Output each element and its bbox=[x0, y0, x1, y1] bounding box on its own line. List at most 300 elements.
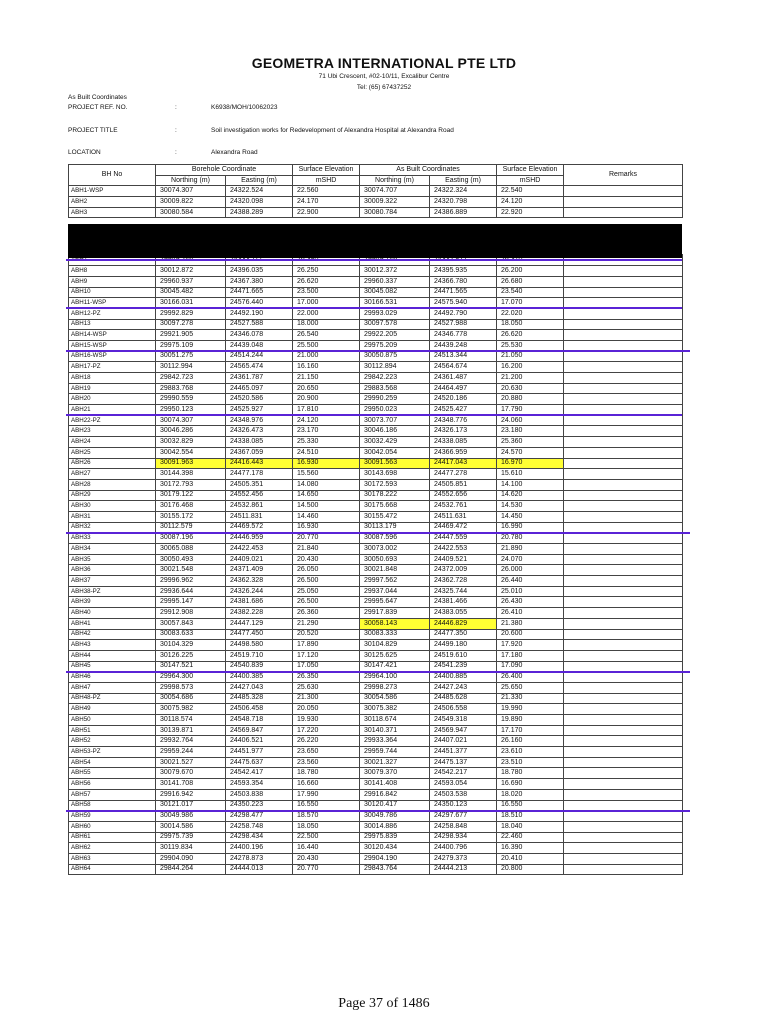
value-cell: 30075.382 bbox=[360, 704, 430, 715]
remarks-cell bbox=[564, 351, 683, 362]
bh-no-cell: ABH62 bbox=[69, 843, 156, 854]
remarks-cell bbox=[564, 266, 683, 277]
bh-no-cell: ABH15-WSP bbox=[69, 340, 156, 351]
value-cell: 24511.631 bbox=[430, 511, 497, 522]
remarks-cell bbox=[564, 618, 683, 629]
value-cell: 24503.838 bbox=[226, 789, 293, 800]
bh-no-cell: ABH11-WSP bbox=[69, 298, 156, 309]
value-cell: 17.790 bbox=[497, 405, 564, 416]
value-cell: 17.220 bbox=[293, 725, 360, 736]
value-cell: 29933.364 bbox=[360, 736, 430, 747]
value-cell: 30140.371 bbox=[360, 725, 430, 736]
value-cell: 26.440 bbox=[497, 576, 564, 587]
bh-no-cell: ABH55 bbox=[69, 768, 156, 779]
value-cell: 30166.531 bbox=[360, 298, 430, 309]
value-cell: 24469.472 bbox=[430, 522, 497, 533]
value-cell: 24465.097 bbox=[226, 383, 293, 394]
remarks-cell bbox=[564, 437, 683, 448]
value-cell: 25.330 bbox=[293, 437, 360, 448]
value-cell: 24298.934 bbox=[430, 832, 497, 843]
value-cell: 30175.668 bbox=[360, 501, 430, 512]
table-row bbox=[69, 789, 683, 800]
value-cell: 22.000 bbox=[293, 308, 360, 319]
value-cell: 24381.466 bbox=[430, 597, 497, 608]
bh-no-cell: ABH47 bbox=[69, 682, 156, 693]
table-row bbox=[69, 565, 683, 576]
value-cell: 20.520 bbox=[293, 629, 360, 640]
value-cell: 20.600 bbox=[497, 629, 564, 640]
value-cell: 29844.264 bbox=[156, 864, 226, 875]
value-cell: 26.220 bbox=[293, 736, 360, 747]
value-cell: 24506.458 bbox=[226, 704, 293, 715]
value-cell: 16.550 bbox=[293, 800, 360, 811]
value-cell: 18.040 bbox=[497, 821, 564, 832]
value-cell: 26.680 bbox=[497, 276, 564, 287]
value-cell: 24361.787 bbox=[226, 373, 293, 384]
value-cell: 16.930 bbox=[293, 458, 360, 469]
value-cell: 29936.644 bbox=[156, 586, 226, 597]
value-cell: 16.440 bbox=[293, 843, 360, 854]
value-cell: 30139.871 bbox=[156, 725, 226, 736]
value-cell: 26.410 bbox=[497, 608, 564, 619]
bh-no-cell: ABH1-WSP bbox=[69, 186, 156, 197]
bh-no-cell: ABH42 bbox=[69, 629, 156, 640]
value-cell: 20.410 bbox=[497, 853, 564, 864]
value-cell: 20.430 bbox=[293, 554, 360, 565]
table-row bbox=[69, 501, 683, 512]
value-cell: 24475.137 bbox=[430, 757, 497, 768]
bh-no-cell: ABH31 bbox=[69, 511, 156, 522]
value-cell: 24346.778 bbox=[430, 330, 497, 341]
value-cell: 29917.839 bbox=[360, 608, 430, 619]
table-row bbox=[69, 469, 683, 480]
remarks-cell bbox=[564, 747, 683, 758]
header-mshd: mSHD bbox=[293, 175, 360, 186]
bh-no-cell: ABH33 bbox=[69, 533, 156, 544]
value-cell: 26.540 bbox=[293, 330, 360, 341]
bh-no-cell: ABH46 bbox=[69, 672, 156, 683]
value-cell: 30091.563 bbox=[360, 458, 430, 469]
value-cell: 24346.078 bbox=[226, 330, 293, 341]
remarks-cell bbox=[564, 458, 683, 469]
bh-no-cell: ABH48-PZ bbox=[69, 693, 156, 704]
value-cell: 30045.482 bbox=[156, 287, 226, 298]
value-cell: 29996.962 bbox=[156, 576, 226, 587]
remarks-cell bbox=[564, 736, 683, 747]
remarks-cell bbox=[564, 864, 683, 875]
header-mshd-as-built: mSHD bbox=[497, 175, 564, 186]
value-cell: 30050.693 bbox=[360, 554, 430, 565]
value-cell: 30074.707 bbox=[360, 186, 430, 197]
value-cell: 29916.842 bbox=[360, 789, 430, 800]
value-cell: 29990.259 bbox=[360, 394, 430, 405]
value-cell: 19.930 bbox=[293, 715, 360, 726]
value-cell: 24532.861 bbox=[226, 501, 293, 512]
value-cell: 29921.905 bbox=[156, 330, 226, 341]
table-row bbox=[69, 736, 683, 747]
value-cell: 20.650 bbox=[293, 383, 360, 394]
value-cell: 20.770 bbox=[293, 533, 360, 544]
value-cell: 25.630 bbox=[293, 682, 360, 693]
remarks-cell bbox=[564, 586, 683, 597]
remarks-cell bbox=[564, 490, 683, 501]
value-cell: 16.660 bbox=[293, 779, 360, 790]
location-value: Alexandra Road bbox=[211, 149, 258, 156]
value-cell: 21.330 bbox=[497, 693, 564, 704]
remarks-cell bbox=[564, 533, 683, 544]
value-cell: 23.610 bbox=[497, 747, 564, 758]
value-cell: 24506.558 bbox=[430, 704, 497, 715]
value-cell: 30032.829 bbox=[156, 437, 226, 448]
value-cell: 24371.409 bbox=[226, 565, 293, 576]
value-cell: 15.610 bbox=[497, 469, 564, 480]
value-cell: 18.570 bbox=[293, 811, 360, 822]
value-cell: 24372.009 bbox=[430, 565, 497, 576]
value-cell: 24395.935 bbox=[430, 266, 497, 277]
remarks-cell bbox=[564, 608, 683, 619]
value-cell: 24427.243 bbox=[430, 682, 497, 693]
pen-underline bbox=[66, 307, 682, 309]
value-cell: 30119.834 bbox=[156, 843, 226, 854]
value-cell: 24367.380 bbox=[226, 276, 293, 287]
value-cell: 30113.179 bbox=[360, 522, 430, 533]
value-cell: 30080.784 bbox=[360, 207, 430, 218]
pen-underline bbox=[66, 259, 682, 261]
table-row bbox=[69, 618, 683, 629]
value-cell: 24278.873 bbox=[226, 853, 293, 864]
value-cell: 29960.937 bbox=[156, 276, 226, 287]
value-cell: 29960.337 bbox=[360, 276, 430, 287]
value-cell: 24409.521 bbox=[430, 554, 497, 565]
value-cell: 24527.588 bbox=[226, 319, 293, 330]
value-cell: 30144.398 bbox=[156, 469, 226, 480]
value-cell: 24439.248 bbox=[430, 340, 497, 351]
bh-no-cell: ABH58 bbox=[69, 800, 156, 811]
remarks-cell bbox=[564, 554, 683, 565]
remarks-cell bbox=[564, 287, 683, 298]
value-cell: 24576.440 bbox=[226, 298, 293, 309]
remarks-cell bbox=[564, 821, 683, 832]
value-cell: 17.810 bbox=[293, 405, 360, 416]
value-cell: 30172.593 bbox=[360, 479, 430, 490]
value-cell: 29959.244 bbox=[156, 747, 226, 758]
value-cell: 24320.098 bbox=[226, 197, 293, 208]
value-cell: 24422.553 bbox=[430, 544, 497, 555]
redaction-bar bbox=[68, 224, 682, 258]
value-cell: 24520.586 bbox=[226, 394, 293, 405]
value-cell: 30042.054 bbox=[360, 447, 430, 458]
value-cell: 21.890 bbox=[497, 544, 564, 555]
bh-no-cell: ABH59 bbox=[69, 811, 156, 822]
value-cell: 24348.976 bbox=[226, 415, 293, 426]
header-northing-as-built: Northing (m) bbox=[360, 175, 430, 186]
value-cell: 24388.289 bbox=[226, 207, 293, 218]
remarks-cell bbox=[564, 768, 683, 779]
value-cell: 24548.718 bbox=[226, 715, 293, 726]
table-row bbox=[69, 853, 683, 864]
table-row bbox=[69, 821, 683, 832]
value-cell: 29998.273 bbox=[360, 682, 430, 693]
remarks-cell bbox=[564, 565, 683, 576]
value-cell: 17.120 bbox=[293, 650, 360, 661]
value-cell: 21.380 bbox=[497, 618, 564, 629]
value-cell: 24383.055 bbox=[430, 608, 497, 619]
value-cell: 24492.190 bbox=[226, 308, 293, 319]
bh-no-cell: ABH23 bbox=[69, 426, 156, 437]
value-cell: 30141.408 bbox=[360, 779, 430, 790]
value-cell: 29959.744 bbox=[360, 747, 430, 758]
value-cell: 30104.829 bbox=[360, 640, 430, 651]
value-cell: 24427.043 bbox=[226, 682, 293, 693]
bh-no-cell: ABH19 bbox=[69, 383, 156, 394]
value-cell: 24511.831 bbox=[226, 511, 293, 522]
value-cell: 30118.674 bbox=[360, 715, 430, 726]
bh-no-cell: ABH36 bbox=[69, 565, 156, 576]
value-cell: 30143.698 bbox=[360, 469, 430, 480]
table-row bbox=[69, 207, 683, 218]
bh-no-cell: ABH13 bbox=[69, 319, 156, 330]
value-cell: 24477.278 bbox=[430, 469, 497, 480]
header-bh-no: BH No bbox=[69, 165, 156, 186]
bh-no-cell: ABH25 bbox=[69, 447, 156, 458]
value-cell: 25.050 bbox=[293, 586, 360, 597]
bh-no-cell: ABH27 bbox=[69, 469, 156, 480]
value-cell: 17.090 bbox=[497, 661, 564, 672]
value-cell: 30141.708 bbox=[156, 779, 226, 790]
value-cell: 24366.959 bbox=[430, 447, 497, 458]
value-cell: 24400.885 bbox=[430, 672, 497, 683]
table-row bbox=[69, 308, 683, 319]
value-cell: 24382.228 bbox=[226, 608, 293, 619]
value-cell: 30046.186 bbox=[360, 426, 430, 437]
value-cell: 24338.085 bbox=[226, 437, 293, 448]
remarks-cell bbox=[564, 330, 683, 341]
value-cell: 24.170 bbox=[293, 197, 360, 208]
value-cell: 29842.723 bbox=[156, 373, 226, 384]
value-cell: 30021.848 bbox=[360, 565, 430, 576]
value-cell: 25.530 bbox=[497, 340, 564, 351]
bh-no-cell: ABH14-WSP bbox=[69, 330, 156, 341]
table-row bbox=[69, 832, 683, 843]
value-cell: 14.500 bbox=[293, 501, 360, 512]
value-cell: 24446.959 bbox=[226, 533, 293, 544]
bh-no-cell: ABH35 bbox=[69, 554, 156, 565]
value-cell: 30009.322 bbox=[360, 197, 430, 208]
pen-underline bbox=[66, 671, 690, 673]
page-number: Page 37 of 1486 bbox=[338, 996, 430, 1011]
value-cell: 24519.610 bbox=[430, 650, 497, 661]
remarks-cell bbox=[564, 426, 683, 437]
table-row bbox=[69, 843, 683, 854]
value-cell: 30032.429 bbox=[360, 437, 430, 448]
value-cell: 24451.377 bbox=[430, 747, 497, 758]
value-cell: 24297.677 bbox=[430, 811, 497, 822]
value-cell: 26.360 bbox=[293, 608, 360, 619]
value-cell: 30074.307 bbox=[156, 415, 226, 426]
table-row bbox=[69, 437, 683, 448]
remarks-cell bbox=[564, 640, 683, 651]
bh-no-cell: ABH26 bbox=[69, 458, 156, 469]
pen-underline bbox=[66, 810, 690, 812]
remarks-cell bbox=[564, 682, 683, 693]
value-cell: 30050.875 bbox=[360, 351, 430, 362]
table-row bbox=[69, 533, 683, 544]
bh-no-cell: ABH45 bbox=[69, 661, 156, 672]
value-cell: 24348.776 bbox=[430, 415, 497, 426]
value-cell: 30083.633 bbox=[156, 629, 226, 640]
value-cell: 30091.963 bbox=[156, 458, 226, 469]
value-cell: 30121.017 bbox=[156, 800, 226, 811]
value-cell: 24338.085 bbox=[430, 437, 497, 448]
value-cell: 26.430 bbox=[497, 597, 564, 608]
value-cell: 26.620 bbox=[497, 330, 564, 341]
value-cell: 14.460 bbox=[293, 511, 360, 522]
value-cell: 24400.796 bbox=[430, 843, 497, 854]
pen-underline bbox=[66, 532, 690, 534]
remarks-cell bbox=[564, 853, 683, 864]
value-cell: 22.540 bbox=[497, 186, 564, 197]
value-cell: 23.650 bbox=[293, 747, 360, 758]
value-cell: 24407.021 bbox=[430, 736, 497, 747]
value-cell: 30009.822 bbox=[156, 197, 226, 208]
value-cell: 30054.586 bbox=[360, 693, 430, 704]
table-row bbox=[69, 640, 683, 651]
project-ref-colon: : bbox=[175, 104, 177, 111]
value-cell: 26.620 bbox=[293, 276, 360, 287]
value-cell: 20.050 bbox=[293, 704, 360, 715]
bh-no-cell: ABH43 bbox=[69, 640, 156, 651]
bh-no-cell: ABH32 bbox=[69, 522, 156, 533]
value-cell: 24527.988 bbox=[430, 319, 497, 330]
value-cell: 20.880 bbox=[497, 394, 564, 405]
value-cell: 26.500 bbox=[293, 597, 360, 608]
remarks-cell bbox=[564, 725, 683, 736]
remarks-cell bbox=[564, 715, 683, 726]
value-cell: 24396.035 bbox=[226, 266, 293, 277]
value-cell: 23.500 bbox=[293, 287, 360, 298]
bh-no-cell: ABH63 bbox=[69, 853, 156, 864]
value-cell: 14.080 bbox=[293, 479, 360, 490]
value-cell: 24569.947 bbox=[430, 725, 497, 736]
bh-no-cell: ABH28 bbox=[69, 479, 156, 490]
value-cell: 29997.562 bbox=[360, 576, 430, 587]
value-cell: 18.050 bbox=[293, 821, 360, 832]
bh-no-cell: ABH8 bbox=[69, 266, 156, 277]
value-cell: 30120.417 bbox=[360, 800, 430, 811]
value-cell: 24575.940 bbox=[430, 298, 497, 309]
value-cell: 24513.344 bbox=[430, 351, 497, 362]
table-row bbox=[69, 811, 683, 822]
bh-no-cell: ABH64 bbox=[69, 864, 156, 875]
value-cell: 24400.196 bbox=[226, 843, 293, 854]
value-cell: 29883.768 bbox=[156, 383, 226, 394]
value-cell: 24514.244 bbox=[226, 351, 293, 362]
value-cell: 30083.333 bbox=[360, 629, 430, 640]
value-cell: 29964.300 bbox=[156, 672, 226, 683]
value-cell: 17.070 bbox=[497, 298, 564, 309]
value-cell: 22.900 bbox=[293, 207, 360, 218]
value-cell: 30014.886 bbox=[360, 821, 430, 832]
value-cell: 29922.205 bbox=[360, 330, 430, 341]
remarks-cell bbox=[564, 843, 683, 854]
value-cell: 24386.889 bbox=[430, 207, 497, 218]
value-cell: 24446.829 bbox=[430, 618, 497, 629]
value-cell: 16.930 bbox=[293, 522, 360, 533]
value-cell: 30087.196 bbox=[156, 533, 226, 544]
as-built-label: As Built Coordinates bbox=[68, 94, 127, 101]
remarks-cell bbox=[564, 394, 683, 405]
table-row bbox=[69, 266, 683, 277]
header-surface-elevation: Surface Elevation bbox=[293, 165, 360, 176]
bh-no-cell: ABH3 bbox=[69, 207, 156, 218]
value-cell: 17.890 bbox=[293, 640, 360, 651]
value-cell: 26.050 bbox=[293, 565, 360, 576]
remarks-cell bbox=[564, 186, 683, 197]
table-row bbox=[69, 576, 683, 587]
value-cell: 29904.190 bbox=[360, 853, 430, 864]
value-cell: 24.120 bbox=[497, 197, 564, 208]
bh-no-cell: ABH30 bbox=[69, 501, 156, 512]
remarks-cell bbox=[564, 362, 683, 373]
value-cell: 29937.044 bbox=[360, 586, 430, 597]
remarks-cell bbox=[564, 779, 683, 790]
table-row bbox=[69, 186, 683, 197]
remarks-cell bbox=[564, 704, 683, 715]
value-cell: 24366.780 bbox=[430, 276, 497, 287]
value-cell: 30054.686 bbox=[156, 693, 226, 704]
remarks-cell bbox=[564, 197, 683, 208]
value-cell: 29992.829 bbox=[156, 308, 226, 319]
bh-no-cell: ABH53-PZ bbox=[69, 747, 156, 758]
value-cell: 24367.059 bbox=[226, 447, 293, 458]
remarks-cell bbox=[564, 501, 683, 512]
project-ref-label: PROJECT REF. NO. bbox=[68, 104, 128, 111]
value-cell: 14.450 bbox=[497, 511, 564, 522]
value-cell: 30155.472 bbox=[360, 511, 430, 522]
value-cell: 17.170 bbox=[497, 725, 564, 736]
value-cell: 24505.851 bbox=[430, 479, 497, 490]
value-cell: 24499.180 bbox=[430, 640, 497, 651]
value-cell: 24258.748 bbox=[226, 821, 293, 832]
table-row bbox=[69, 362, 683, 373]
value-cell: 29843.764 bbox=[360, 864, 430, 875]
table-row bbox=[69, 864, 683, 875]
table-row bbox=[69, 629, 683, 640]
value-cell: 25.500 bbox=[293, 340, 360, 351]
value-cell: 29975.739 bbox=[156, 832, 226, 843]
table-row bbox=[69, 447, 683, 458]
value-cell: 16.200 bbox=[497, 362, 564, 373]
bh-no-cell: ABH56 bbox=[69, 779, 156, 790]
value-cell: 24.570 bbox=[497, 447, 564, 458]
value-cell: 24519.710 bbox=[226, 650, 293, 661]
value-cell: 29995.647 bbox=[360, 597, 430, 608]
value-cell: 24381.686 bbox=[226, 597, 293, 608]
header-as-built-coordinates: As Built Coordinates bbox=[360, 165, 497, 176]
remarks-cell bbox=[564, 597, 683, 608]
table-row bbox=[69, 725, 683, 736]
bh-no-cell: ABH37 bbox=[69, 576, 156, 587]
value-cell: 30049.786 bbox=[360, 811, 430, 822]
value-cell: 29995.147 bbox=[156, 597, 226, 608]
table-row bbox=[69, 779, 683, 790]
value-cell: 25.010 bbox=[497, 586, 564, 597]
value-cell: 29998.573 bbox=[156, 682, 226, 693]
value-cell: 14.100 bbox=[497, 479, 564, 490]
table-row bbox=[69, 757, 683, 768]
value-cell: 24469.572 bbox=[226, 522, 293, 533]
table-row bbox=[69, 554, 683, 565]
